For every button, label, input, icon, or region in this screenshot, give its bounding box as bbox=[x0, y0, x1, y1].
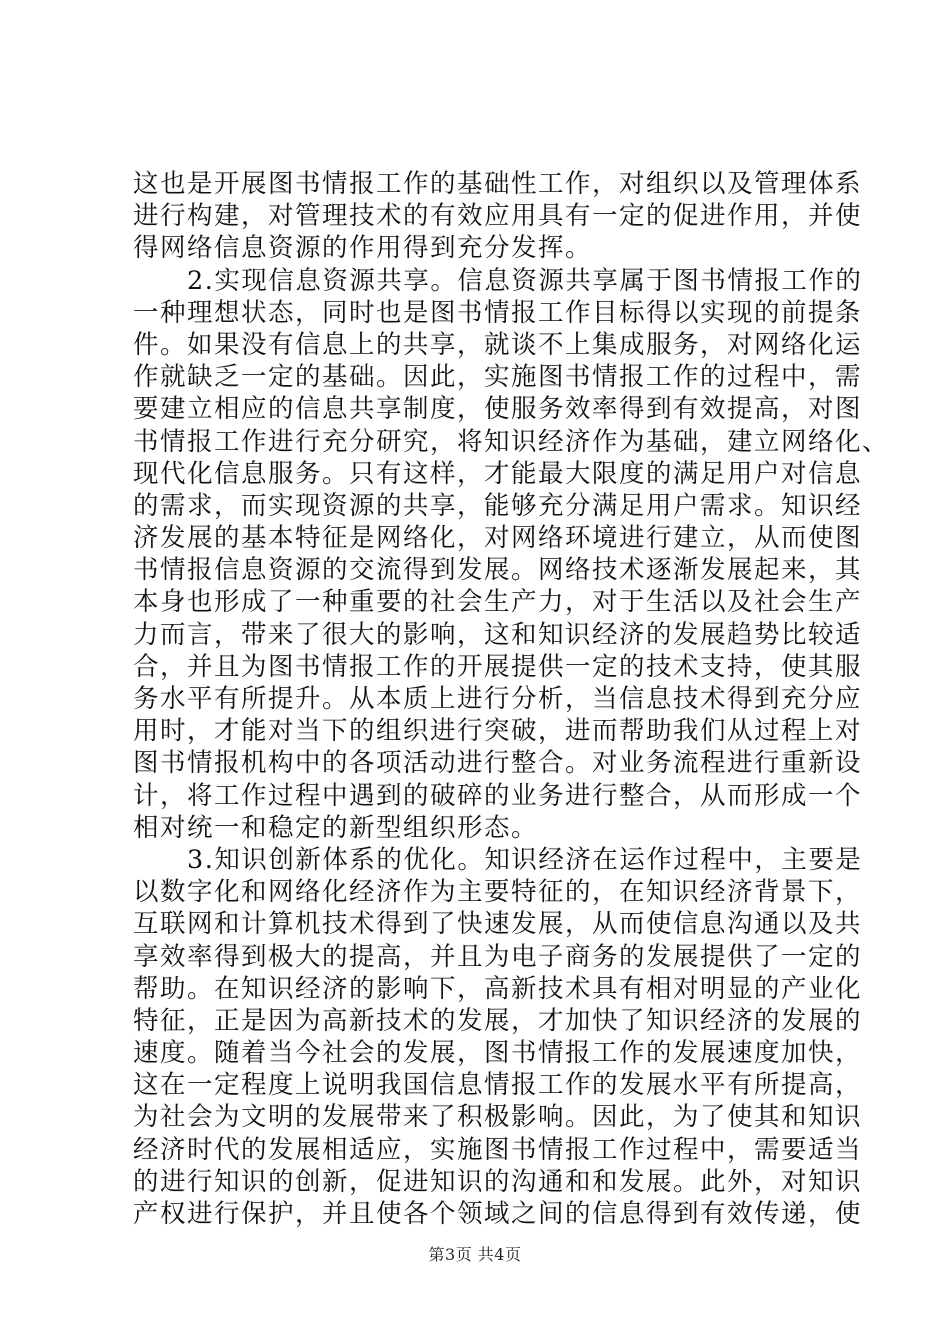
text-line: 享效率得到极大的提高，并且为电子商务的发展提供了一定的 bbox=[133, 941, 863, 972]
text-line: 产权进行保护，并且使各个领域之间的信息得到有效传递，使 bbox=[133, 1199, 863, 1229]
text-line: 速度。随着当今社会的发展，图书情报工作的发展速度加快， bbox=[133, 1038, 863, 1069]
text-line: 本身也形成了一种重要的社会生产力，对于生活以及社会生产 bbox=[133, 587, 863, 618]
text-line: 一种理想状态，同时也是图书情报工作目标得以实现的前提条 bbox=[133, 297, 863, 328]
text-line: 的需求，而实现资源的共享，能够充分满足用户需求。知识经 bbox=[133, 490, 863, 521]
page-number-footer: 第3页 共4页 bbox=[428, 1245, 522, 1264]
body-text bbox=[133, 168, 890, 1230]
text-line: 件。如果没有信息上的共享，就谈不上集成服务，对网络化运 bbox=[133, 329, 863, 360]
text-line: 这在一定程度上说明我国信息情报工作的发展水平有所提高， bbox=[133, 1070, 863, 1101]
text-line: 以数字化和网络化经济作为主要特征的，在知识经济背景下， bbox=[133, 877, 863, 908]
text-line: 济发展的基本特征是网络化，对网络环境进行建立，从而使图 bbox=[133, 523, 863, 554]
text-line: 经济时代的发展相适应，实施图书情报工作过程中，需要适当 bbox=[133, 1134, 863, 1165]
text-line: 合，并且为图书情报工作的开展提供一定的技术支持，使其服 bbox=[133, 651, 863, 682]
text-line: 相对统一和稳定的新型组织形态。 bbox=[133, 812, 539, 843]
text-line: 务水平有所提升。从本质上进行分析，当信息技术得到充分应 bbox=[133, 684, 863, 714]
text-line: 书情报信息资源的交流得到发展。网络技术逐渐发展起来，其 bbox=[133, 555, 863, 586]
text-line: 互联网和计算机技术得到了快速发展，从而使信息沟通以及共 bbox=[133, 909, 863, 940]
text-line: 作就缺乏一定的基础。因此，实施图书情报工作的过程中，需 bbox=[133, 362, 863, 393]
text-line: 图书情报机构中的各项活动进行整合。对业务流程进行重新设 bbox=[133, 748, 863, 779]
text-line: 这也是开展图书情报工作的基础性工作，对组织以及管理体系 bbox=[133, 169, 863, 199]
text-line: 进行构建，对管理技术的有效应用具有一定的促进作用，并使 bbox=[133, 201, 863, 232]
paragraph-heading-line: 2.实现信息资源共享。信息资源共享属于图书情报工作的 bbox=[187, 265, 863, 296]
text-line: 特征，正是因为高新技术的发展，才加快了知识经济的发展的 bbox=[133, 1005, 863, 1036]
text-line: 计，将工作过程中遇到的破碎的业务进行整合，从而形成一个 bbox=[133, 780, 863, 811]
text-line: 的进行知识的创新，促进知识的沟通和和发展。此外，对知识 bbox=[133, 1166, 863, 1197]
text-line: 帮助。在知识经济的影响下，高新技术具有相对明显的产业化 bbox=[133, 973, 863, 1004]
text-line: 要建立相应的信息共享制度，使服务效率得到有效提高，对图 bbox=[133, 394, 863, 425]
text-line: 书情报工作进行充分研究，将知识经济作为基础，建立网络化、 bbox=[133, 426, 890, 457]
text-line: 现代化信息服务。只有这样，才能最大限度的满足用户对信息 bbox=[133, 458, 863, 489]
text-line: 力而言，带来了很大的影响，这和知识经济的发展趋势比较适 bbox=[133, 619, 863, 650]
text-line: 得网络信息资源的作用得到充分发挥。 bbox=[133, 233, 593, 264]
text-line: 为社会为文明的发展带来了积极影响。因此，为了使其和知识 bbox=[133, 1102, 863, 1133]
paragraph-heading-line: 3.知识创新体系的优化。知识经济在运作过程中，主要是 bbox=[187, 844, 863, 875]
text-line: 用时，才能对当下的组织进行突破，进而帮助我们从过程上对 bbox=[133, 716, 863, 747]
